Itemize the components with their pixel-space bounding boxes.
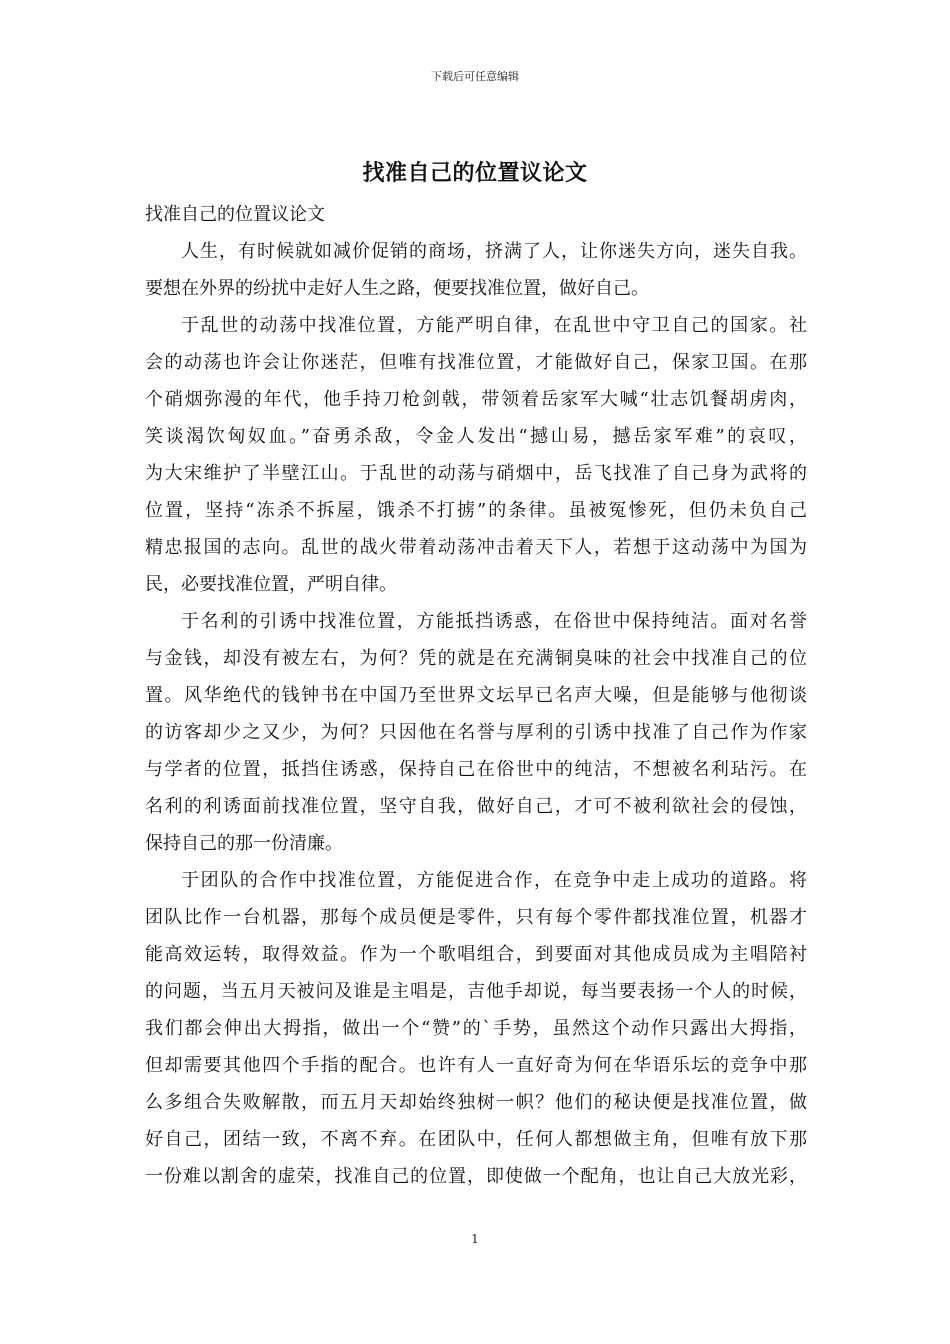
text-line: 笑谈渴饮匈奴血。”奋勇杀敌，令金人发出“撼山易，撼岳家军难”的哀叹， xyxy=(145,426,807,447)
text-line: 置。风华绝代的钱钟书在中国乃至世界文坛早已名声大噪，但是能够与他彻谈 xyxy=(145,685,807,706)
text-line: 找准自己的位置议论文 xyxy=(145,204,325,225)
text-line: 但却需要其他四个手指的配合。也许有人一直好奇为何在华语乐坛的竞争中那 xyxy=(145,1055,807,1076)
text-line: 的访客却少之又少，为何？只因他在名誉与厚利的引诱中找准了自己作为作家 xyxy=(145,722,807,743)
document-body xyxy=(145,196,807,1195)
text-line: 于乱世的动荡中找准位置，方能严明自律，在乱世中守卫自己的国家。社 xyxy=(181,315,807,336)
text-line: 能高效运转，取得效益。作为一个歌唱组合，到要面对其他成员成为主唱陪衬 xyxy=(145,944,807,965)
text-line: 团队比作一台机器，那每个成员便是零件，只有每个零件都找准位置，机器才 xyxy=(145,907,807,928)
text-line: 个硝烟弥漫的年代，他手持刀枪剑戟，带领着岳家军大喊“壮志饥餐胡虏肉， xyxy=(145,389,807,410)
page-number: 1 xyxy=(471,1232,479,1246)
text-line: 与金钱，却没有被左右，为何？凭的就是在充满铜臭味的社会中找准自己的位 xyxy=(145,648,807,669)
text-line: 么多组合失败解散，而五月天却始终独树一帜？他们的秘诀便是找准位置，做 xyxy=(145,1092,807,1113)
text-line: 民，必要找准位置，严明自律。 xyxy=(145,574,397,595)
text-line: 会的动荡也许会让你迷茫，但唯有找准位置，才能做好自己，保家卫国。在那 xyxy=(145,352,807,373)
header-note: 下载后可任意编辑 xyxy=(431,70,519,83)
text-line: 精忠报国的志向。乱世的战火带着动荡冲击着天下人，若想于这动荡中为国为 xyxy=(145,537,807,558)
text-line: 好自己，团结一致，不离不弃。在团队中，任何人都想做主角，但唯有放下那 xyxy=(145,1129,807,1150)
text-line: 于名利的引诱中找准位置，方能抵挡诱惑，在俗世中保持纯洁。面对名誉 xyxy=(181,611,807,632)
text-line: 人生，有时候就如减价促销的商场，挤满了人，让你迷失方向，迷失自我。 xyxy=(181,241,807,262)
text-line: 于团队的合作中找准位置，方能促进合作，在竞争中走上成功的道路。将 xyxy=(181,870,807,891)
document-title: 找准自己的位置议论文 xyxy=(362,161,588,186)
text-line: 要想在外界的纷扰中走好人生之路，便要找准位置，做好自己。 xyxy=(145,278,649,299)
text-line: 的问题，当五月天被问及谁是主唱是，吉他手却说，每当要表扬一个人的时候， xyxy=(145,981,807,1002)
text-line: 为大宋维护了半壁江山。于乱世的动荡与硝烟中，岳飞找准了自己身为武将的 xyxy=(145,463,807,484)
text-line: 一份难以割舍的虚荣，找准自己的位置，即使做一个配角，也让自己大放光彩， xyxy=(145,1166,807,1187)
text-line: 与学者的位置，抵挡住诱惑，保持自己在俗世中的纯洁，不想被名利玷污。在 xyxy=(145,759,807,780)
text-line: 保持自己的那一份清廉。 xyxy=(145,833,343,854)
text-line: 名利的利诱面前找准位置，坚守自我，做好自己，才可不被利欲社会的侵蚀， xyxy=(145,796,807,817)
text-line: 位置，坚持“冻杀不拆屋，饿杀不打掳”的条律。虽被冤惨死，但仍未负自己 xyxy=(145,500,807,521)
text-line: 我们都会伸出大拇指，做出一个“赞”的`手势，虽然这个动作只露出大拇指， xyxy=(145,1018,807,1039)
